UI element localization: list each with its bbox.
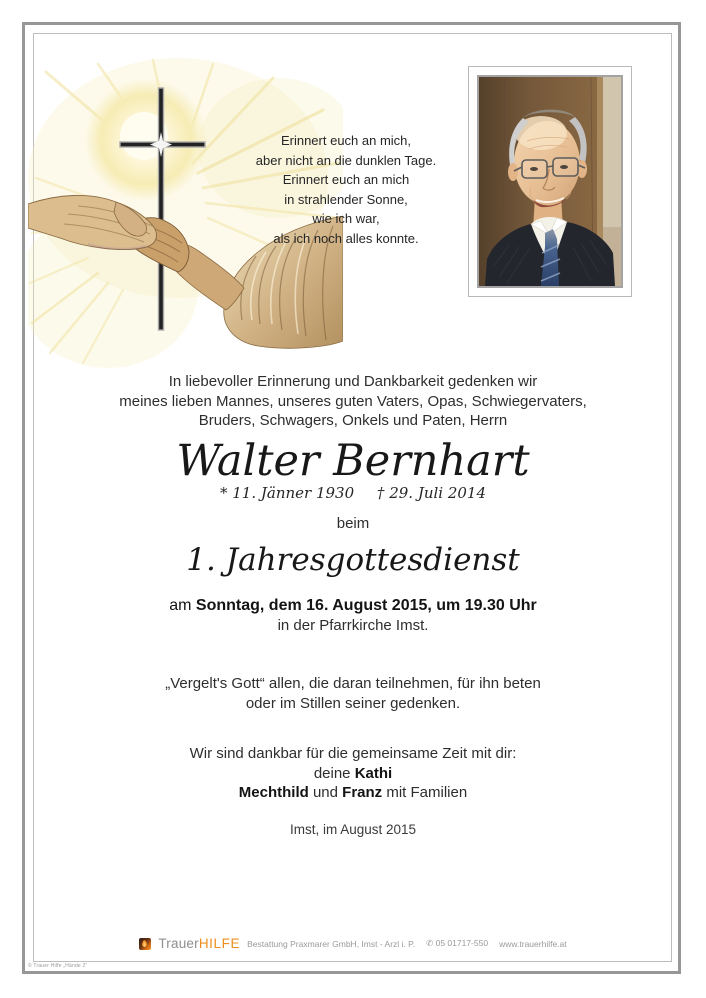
thanks-line: oder im Stillen seiner gedenken. xyxy=(245,694,461,712)
website-url: www.trauerhilfe.at xyxy=(499,938,567,949)
poem-line: wie ich war, xyxy=(312,211,380,226)
service-datetime xyxy=(34,596,672,615)
trauerhilfe-wordmark xyxy=(158,936,240,951)
dedication-line: In liebevoller Erinnerung und Dankbarkeit gedenken wir xyxy=(168,373,538,390)
funeral-home-footer xyxy=(34,936,672,951)
phone-number xyxy=(426,938,488,949)
service-datetime-prefix: am xyxy=(169,597,192,614)
family-signature xyxy=(34,744,672,803)
dedication-text xyxy=(34,372,672,431)
family-line xyxy=(34,764,672,784)
family-name: Kathi xyxy=(354,764,393,782)
service-location: in der Pfarrkirche Imst. xyxy=(277,617,429,634)
family-line-prefix: deine xyxy=(313,764,351,782)
dedication-line: meines lieben Mannes, unseres guten Vaters, Opas, Schwiegervaters, xyxy=(119,392,587,410)
poem-line: aber nicht an die dunklen Tage. xyxy=(255,152,437,168)
thanks-text xyxy=(34,674,672,713)
poem-line: als ich noch alles konnte. xyxy=(273,230,419,246)
life-dates xyxy=(34,484,672,502)
brand-part-orange: HILFE xyxy=(198,936,241,951)
company-name: Bestattung Praxmarer GmbH, Imst - Arzl i. P. xyxy=(247,938,416,949)
brand-part-gray: Trauer xyxy=(158,936,199,951)
deceased-name: Walter Bernhart xyxy=(176,436,530,486)
poem-line: Erinnert euch an mich, xyxy=(280,133,412,148)
family-line-mid: und xyxy=(312,784,338,801)
portrait-photo-frame xyxy=(468,66,632,297)
service-title: 1. Jahresgottesdienst xyxy=(186,542,520,578)
phone-value: 05 01717-550 xyxy=(435,938,489,948)
phone-icon: ✆ xyxy=(426,938,434,948)
beim-label: beim xyxy=(336,515,370,532)
family-name: Franz xyxy=(342,784,383,801)
family-name: Mechthild xyxy=(238,784,309,801)
trauerhilfe-logo-icon xyxy=(139,938,151,950)
portrait-photo xyxy=(477,75,623,288)
family-line xyxy=(34,783,672,803)
place-date-line: Imst, im August 2015 xyxy=(289,822,417,837)
dedication-line: Bruders, Schwagers, Onkels und Paten, Herrn xyxy=(198,412,508,429)
motif-copyright: © Trauer Hilfe „Hände 2“ xyxy=(28,963,88,969)
thanks-line: „Vergelt's Gott“ allen, die daran teilnehmen, für ihn beten xyxy=(165,675,541,692)
birth-date: * 11. Jänner 1930 xyxy=(219,484,355,502)
family-line-suffix: mit Familien xyxy=(386,784,468,801)
death-date: † 29. Juli 2014 xyxy=(376,484,487,502)
poem-line: Erinnert euch an mich xyxy=(282,172,410,187)
poem-line: in strahlender Sonne, xyxy=(284,191,408,207)
service-datetime-bold: Sonntag, dem 16. August 2015, um 19.30 Uhr xyxy=(195,597,537,614)
family-intro-line: Wir sind dankbar für die gemeinsame Zeit mit dir: xyxy=(189,745,517,762)
